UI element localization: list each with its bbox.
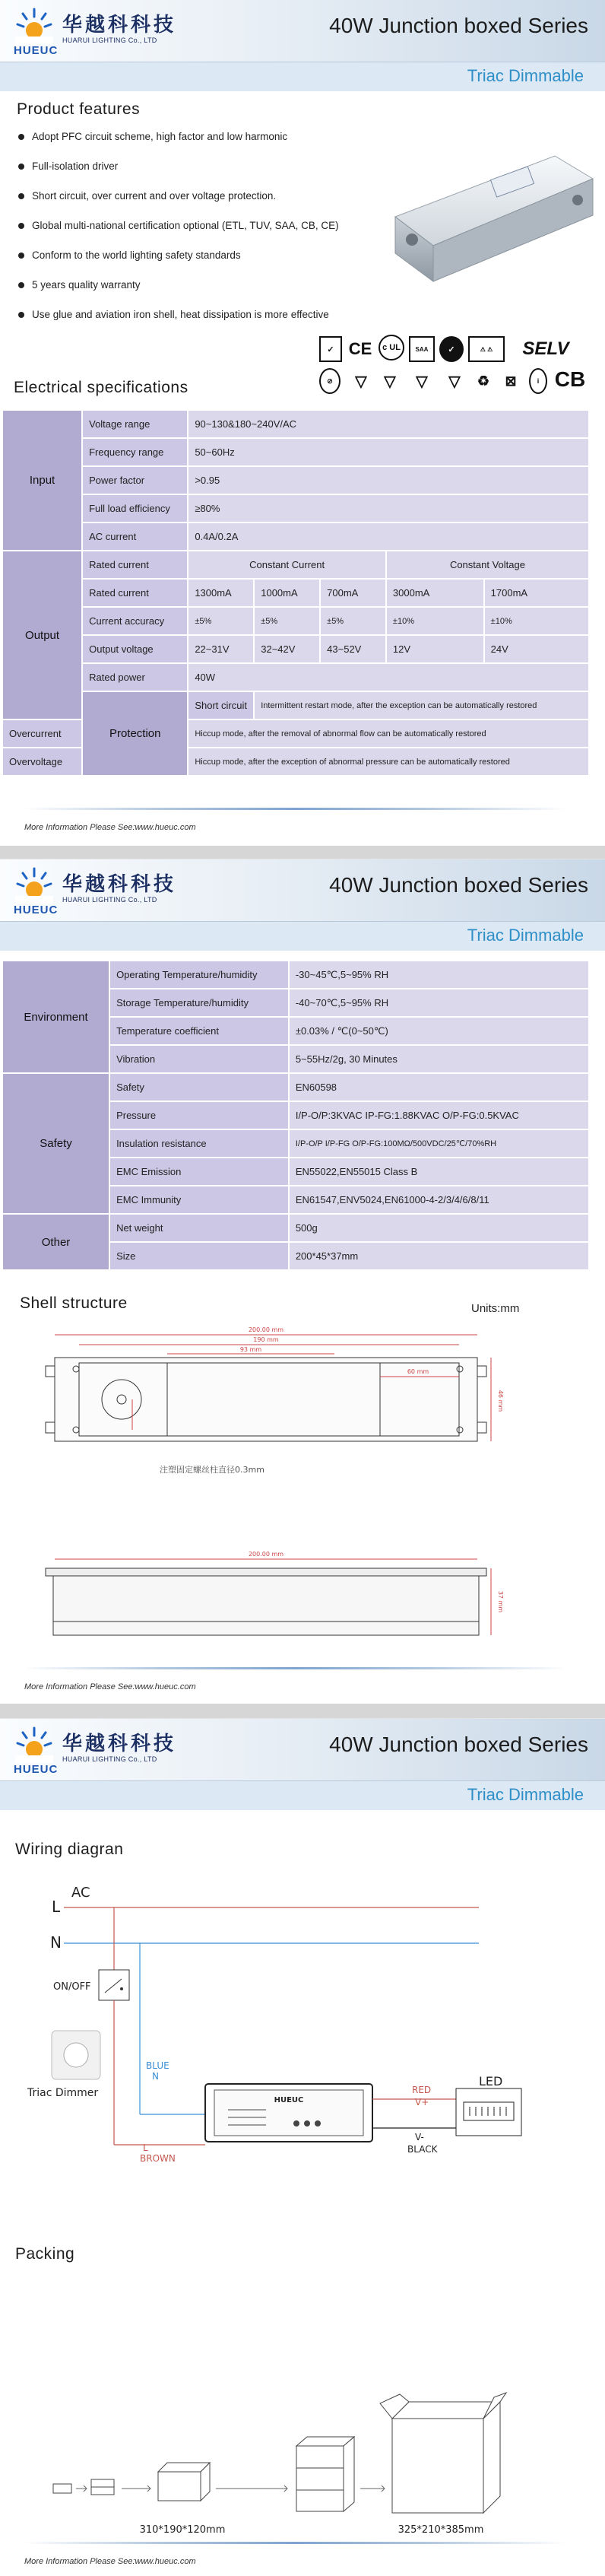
brown-l-label: L [143,2142,148,2153]
row-value: 40W [188,664,588,691]
table-row [3,439,588,465]
subtitle: Triac Dimmable [467,66,584,85]
logo-english-text: HUARUI LIGHTING Co., LTD [62,37,157,44]
row-label: Vibration [110,1046,288,1072]
logo-brand: HUEUC [14,904,59,916]
row-label: Temperature coefficient [110,1018,288,1044]
row-value: Intermittent restart mode, after the exception can be automatically restored [255,692,588,719]
table-row [3,467,588,494]
table-row [3,551,588,578]
logo-chinese-text: 华越科科技 [62,14,177,37]
row-value: 5~55Hz/2g, 30 Minutes [290,1046,588,1072]
feature-item: Conform to the world lighting safety standards [17,248,412,278]
table-row [3,1215,588,1241]
feature-item: 5 years quality warranty [17,278,412,307]
vminus-label: V- [415,2132,424,2142]
row-label: Rated current [83,580,187,606]
vplus-label: V+ [415,2097,429,2107]
electrical-spec-table [2,409,590,777]
dim-right: 60 mm [407,1368,429,1375]
footer-divider [23,1667,567,1669]
row-value: 50~60Hz [188,439,588,465]
check-cert-icon: ✓ [319,336,342,362]
packing-illustration [46,2388,532,2540]
cell: 43~52V [321,636,385,662]
cell: ±5% [255,608,319,634]
blue-n-label: N [152,2071,159,2082]
m-triangle-icon: ▽ [416,373,428,390]
page-1 [0,0,605,846]
row-label: Storage Temperature/humidity [110,989,288,1016]
logo-chinese-text: 华越科科技 [62,1733,177,1755]
row-label: Short circuit [188,692,253,719]
feature-item: Full-isolation driver [17,159,412,189]
constant-voltage-header: Constant Voltage [387,551,588,578]
cell: 3000mA [387,580,483,606]
sun-logo-icon [15,1725,53,1763]
pack-size-outer: 325*210*385mm [398,2524,484,2536]
brown-label: BROWN [140,2153,176,2164]
ul-cert-icon: c UL [379,335,404,361]
feature-item: Adopt PFC circuit scheme, high factor and low harmonic [17,129,412,159]
company-logo [14,5,196,58]
l-label: L [52,1898,61,1916]
sun-logo-icon [15,866,53,904]
cell: ±5% [188,608,253,634]
page-3 [0,1719,605,2576]
logo-brand: HUEUC [14,1763,59,1776]
row-value: EN61547,ENV5024,EN61000-4-2/3/4/6/8/11 [290,1186,588,1213]
group-protection: Protection [83,692,187,775]
feature-item: Short circuit, over current and over voltage protection. [17,189,412,218]
logo-english-text: HUARUI LIGHTING Co., LTD [62,896,157,904]
constant-current-header: Constant Current [188,551,385,578]
group-other: Other [3,1215,109,1269]
page-header [0,859,605,922]
packing-title: Packing [15,2245,75,2263]
feature-item: Global multi-national certification optional (ETL, TUV, SAA, CB, CE) [17,218,412,248]
row-label: Insulation resistance [110,1130,288,1157]
row-label: Rated current [83,551,187,578]
table-row [3,961,588,988]
row-value: ±0.03% / ℃(0~50℃) [290,1018,588,1044]
group-output: Output [3,551,81,719]
row-label: AC current [83,523,187,550]
row-label: Current accuracy [83,608,187,634]
footer-divider [23,808,567,810]
features-title: Product features [17,100,141,118]
ip-class-icon: i [529,368,547,394]
row-value: 0.4A/0.2A [188,523,588,550]
page-header [0,0,605,62]
dim-top-total: 200.00 mm [248,1326,284,1333]
side-view-drawing [46,1545,502,1652]
row-label: Overvoltage [3,748,81,775]
footer-more-info: More Information Please See:www.hueuc.com [24,823,196,832]
row-value: I/P-O/P:3KVAC IP-FG:1.88KVAC O/P-FG:0.5KVAC [290,1102,588,1129]
subtitle: Triac Dimmable [467,926,584,945]
cell: 1000mA [255,580,319,606]
cell: ±5% [321,608,385,634]
row-label: EMC Immunity [110,1186,288,1213]
cell: 1300mA [188,580,253,606]
table-row [3,692,588,719]
table-row [3,608,588,634]
row-value: -30~45℃,5~95% RH [290,961,588,988]
cell: ±10% [387,608,483,634]
product-photo [380,125,599,289]
tuv-cert-icon: ✓ [439,336,464,362]
row-label: Full load efficiency [83,495,187,522]
certification-logos [319,335,593,397]
units-label: Units:mm [471,1302,520,1315]
top-view-drawing [46,1316,502,1475]
footer-more-info: More Information Please See:www.hueuc.com [24,1682,196,1691]
subtitle-bar [0,62,605,91]
dim-top-inner: 190 mm [253,1336,279,1343]
row-value: -40~70℃,5~95% RH [290,989,588,1016]
row-label: Operating Temperature/humidity [110,961,288,988]
series-title: 40W Junction boxed Series [329,873,588,897]
row-label: Output voltage [83,636,187,662]
triac-dimmer-label: Triac Dimmer [27,2087,99,2099]
row-value: Hiccup mode, after the exception of abnormal pressure can be automatically restored [188,748,588,775]
table-row [3,495,588,522]
footer-divider [23,2542,567,2544]
wiring-title: Wiring diagran [15,1841,124,1858]
subtitle: Triac Dimmable [467,1785,584,1804]
cell: 22~31V [188,636,253,662]
table-row [3,636,588,662]
drawing-note: 注塑固定螺丝柱直径0.3mm [160,1465,264,1475]
cell: 12V [387,636,483,662]
recycle-icon: ♻ [477,373,490,389]
series-title: 40W Junction boxed Series [329,14,588,37]
row-value: 90~130&180~240V/AC [188,411,588,437]
red-label: RED [412,2085,432,2095]
group-safety: Safety [3,1074,109,1213]
ac-label: AC [71,1885,90,1901]
dim-side-height: 37 mm [497,1590,504,1613]
row-label: Frequency range [83,439,187,465]
dim-height: 46 mm [497,1390,504,1412]
subtitle-bar [0,1781,605,1810]
saa-cert-icon: SAA [409,336,435,362]
f-triangle-icon: ▽ [384,373,396,390]
row-value: EN55022,EN55015 Class B [290,1158,588,1185]
page-gap [0,1704,605,1719]
page-2 [0,859,605,1704]
table-row [3,523,588,550]
group-input: Input [3,411,81,550]
row-value: >0.95 [188,467,588,494]
environment-safety-table [2,960,590,1271]
mm-triangle-icon: ▽ [448,373,461,390]
feature-item: Use glue and aviation iron shell, heat dissipation is more effective [17,307,412,337]
driver-brand: HUEUC [274,2096,304,2104]
class-ii-icon: ⊘ [319,368,341,394]
dim-mid: 93 mm [239,1346,262,1353]
row-value: 200*45*37mm [290,1243,588,1269]
series-title: 40W Junction boxed Series [329,1733,588,1756]
row-label: Pressure [110,1102,288,1129]
row-label: Power factor [83,467,187,494]
logo-brand: HUEUC [14,44,59,57]
row-value: Hiccup mode, after the removal of abnormal flow can be automatically restored [188,720,588,747]
features-list [17,129,412,337]
row-label: Size [110,1243,288,1269]
onoff-label: ON/OFF [53,1981,91,1993]
shell-title: Shell structure [20,1294,128,1312]
table-row [3,411,588,437]
page-gap [0,846,605,859]
row-label: Safety [110,1074,288,1101]
pack-size-inner: 310*190*120mm [139,2524,226,2536]
wiring-diagram [15,1885,562,2164]
cell: 700mA [321,580,385,606]
footer-more-info: More Information Please See:www.hueuc.com [24,2557,196,2566]
row-value: I/P-O/P I/P-FG O/P-FG:100MΩ/500VDC/25℃/70%RH [290,1130,588,1157]
subtitle-bar [0,922,605,951]
row-value: EN60598 [290,1074,588,1101]
logo-english-text: HUARUI LIGHTING Co., LTD [62,1755,157,1763]
blue-label: BLUE [146,2060,169,2071]
selv-mark-icon: SELV [522,338,569,359]
row-label: Rated power [83,664,187,691]
company-logo [14,864,196,917]
black-label: BLACK [407,2144,438,2155]
row-label: Voltage range [83,411,187,437]
group-environment: Environment [3,961,109,1072]
table-row [3,1074,588,1101]
row-label: Overcurrent [3,720,81,747]
weee-bin-icon: ⊠ [505,373,517,389]
row-label: Net weight [110,1215,288,1241]
led-label: LED [479,2074,503,2088]
n-label: N [50,1933,62,1952]
page-header [0,1719,605,1781]
logo-chinese-text: 华越科科技 [62,873,177,896]
row-value: ≥80% [188,495,588,522]
cell: 32~42V [255,636,319,662]
row-value: 500g [290,1215,588,1241]
spec-title: Electrical specifications [14,379,188,396]
table-row [3,580,588,606]
company-logo [14,1723,196,1777]
ce-mark-icon: CE [348,339,372,358]
cell: ±10% [485,608,588,634]
cell: 1700mA [485,580,588,606]
dim-side-total: 200.00 mm [248,1551,284,1558]
cb-mark-icon: CB [554,367,586,391]
sun-logo-icon [15,6,53,44]
f-mark-icon: ▽ [355,373,367,390]
table-row [3,664,588,691]
cell: 24V [485,636,588,662]
row-label: EMC Emission [110,1158,288,1185]
warning-cert-icon: ⚠ ⚠ [468,336,505,362]
